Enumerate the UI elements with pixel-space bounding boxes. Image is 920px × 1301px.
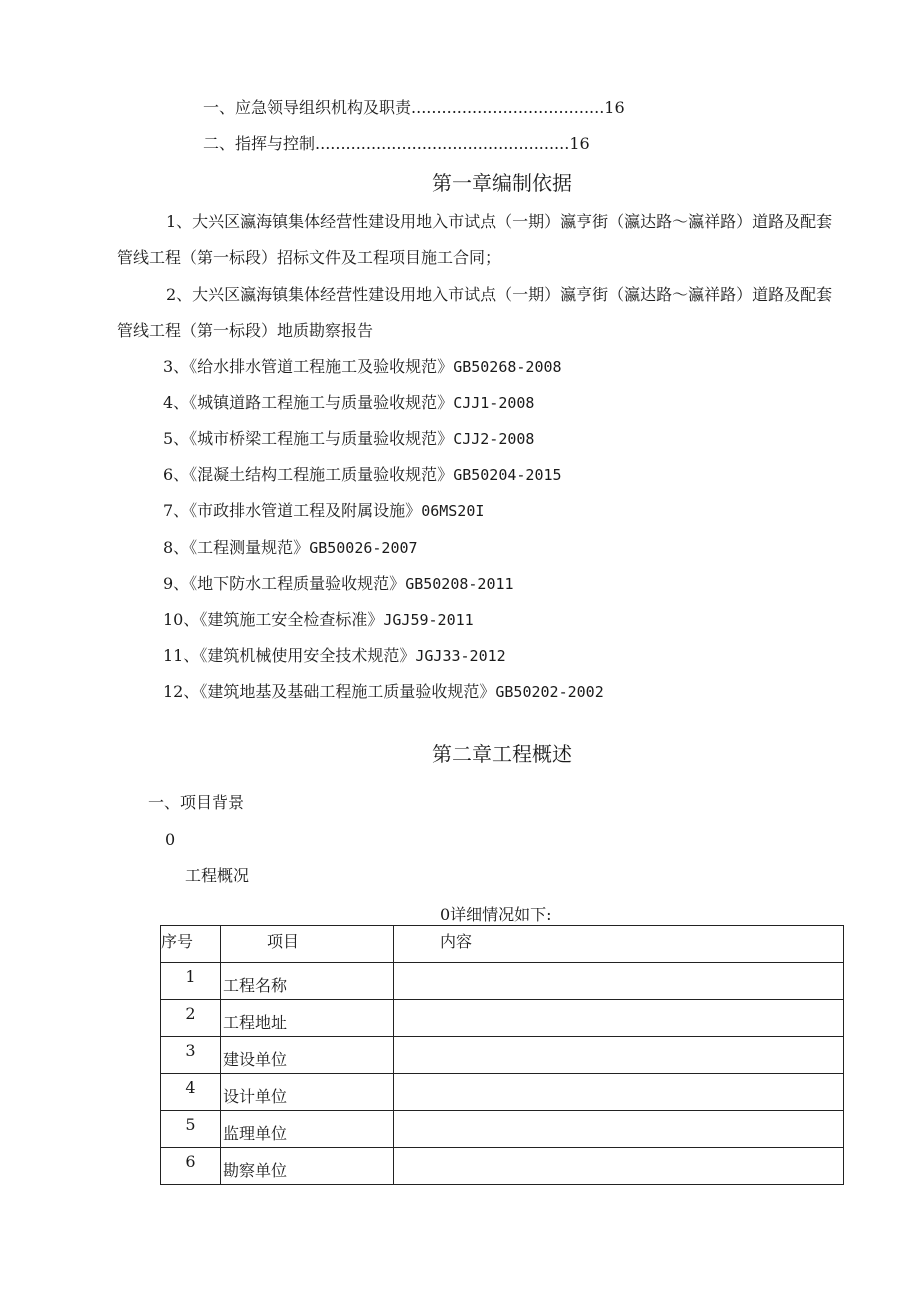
toc-page-number: 16 [604,98,625,117]
standard-code: JGJ33-2012 [415,647,506,665]
toc-leader-dots: ...................................... [411,98,605,117]
table-row [161,963,844,1000]
basis-item-12 [163,682,604,702]
toc-entry-label: 二、指挥与控制 [203,134,316,153]
standard-title: 12、《建筑地基及基础工程施工质量验收规范》 [163,682,496,701]
basis-item-7 [163,501,484,521]
toc-entry[interactable] [203,98,625,118]
row-content[interactable] [394,1000,844,1037]
placeholder-zero: 0 [165,830,176,849]
toc-entry-label: 一、应急领导组织机构及职责 [203,98,412,117]
row-number: 4 [161,1074,221,1111]
standard-code: GB50268-2008 [453,358,562,376]
table-row [161,1148,844,1185]
standard-title: 6、《混凝土结构工程施工质量验收规范》 [163,465,454,484]
row-item: 监理单位 [221,1111,394,1148]
header-cell-no: 序号 [161,926,221,963]
row-content[interactable] [394,1074,844,1111]
row-number: 6 [161,1148,221,1185]
header-cell-content: 内容 [394,926,844,963]
standard-code: JGJ59-2011 [383,611,474,629]
row-item: 建设单位 [221,1037,394,1074]
standard-code: GB50026-2007 [309,539,418,557]
basis-item-11 [163,646,506,666]
row-content[interactable] [394,963,844,1000]
standard-code: 06MS20I [421,502,485,520]
table-row [161,1037,844,1074]
chapter-1-title: 第一章编制依据 [432,171,572,195]
basis-item-1-line2: 管线工程（第一标段）招标文件及工程项目施工合同； [117,248,502,267]
basis-item-10 [163,610,474,630]
toc-entry[interactable] [203,134,590,154]
standard-code: GB50202-2002 [495,683,604,701]
row-content[interactable] [394,1037,844,1074]
table-caption: 0详细情况如下: [440,905,552,924]
row-number: 3 [161,1037,221,1074]
row-number: 1 [161,963,221,1000]
basis-item-6 [163,465,562,485]
table-row [161,1000,844,1037]
row-number: 5 [161,1111,221,1148]
row-number: 2 [161,1000,221,1037]
section-project-background: 一、项目背景 [148,793,245,812]
basis-item-4 [163,393,534,413]
header-cell-item: 项目 [221,926,394,963]
project-info-table [160,925,844,1185]
standard-title: 8、《工程测量规范》 [163,538,310,557]
row-item: 工程地址 [221,1000,394,1037]
basis-item-3 [163,357,562,377]
basis-item-1-line1: 1、大兴区瀛海镇集体经营性建设用地入市试点（一期）瀛亨街（瀛达路～瀛祥路）道路及配套 [166,212,833,231]
row-item: 勘察单位 [221,1148,394,1185]
row-content[interactable] [394,1148,844,1185]
row-item: 工程名称 [221,963,394,1000]
basis-item-8 [163,538,418,558]
table-header-row [161,926,844,963]
chapter-2-title: 第二章工程概述 [432,742,572,766]
standard-code: GB50208-2011 [405,575,514,593]
basis-item-2-line1: 2、大兴区瀛海镇集体经营性建设用地入市试点（一期）瀛亨街（瀛达路～瀛祥路）道路及配套 [166,285,833,304]
row-item: 设计单位 [221,1074,394,1111]
standard-code: CJJ2-2008 [453,430,535,448]
standard-title: 10、《建筑施工安全检查标准》 [163,610,384,629]
standard-title: 11、《建筑机械使用安全技术规范》 [163,646,416,665]
row-content[interactable] [394,1111,844,1148]
standard-title: 4、《城镇道路工程施工与质量验收规范》 [163,393,454,412]
standard-title: 7、《市政排水管道工程及附属设施》 [163,501,422,520]
basis-item-2-line2: 管线工程（第一标段）地质勘察报告 [117,321,374,340]
standard-title: 9、《地下防水工程质量验收规范》 [163,574,406,593]
standard-title: 5、《城市桥梁工程施工与质量验收规范》 [163,429,454,448]
table-row [161,1111,844,1148]
toc-leader-dots: .................................................. [315,134,570,153]
table-row [161,1074,844,1111]
standard-code: GB50204-2015 [453,466,562,484]
basis-item-9 [163,574,514,594]
standard-title: 3、《给水排水管道工程施工及验收规范》 [163,357,454,376]
section-overview: 工程概况 [185,866,250,885]
standard-code: CJJ1-2008 [453,394,535,412]
toc-page-number: 16 [569,134,590,153]
basis-item-5 [163,429,534,449]
